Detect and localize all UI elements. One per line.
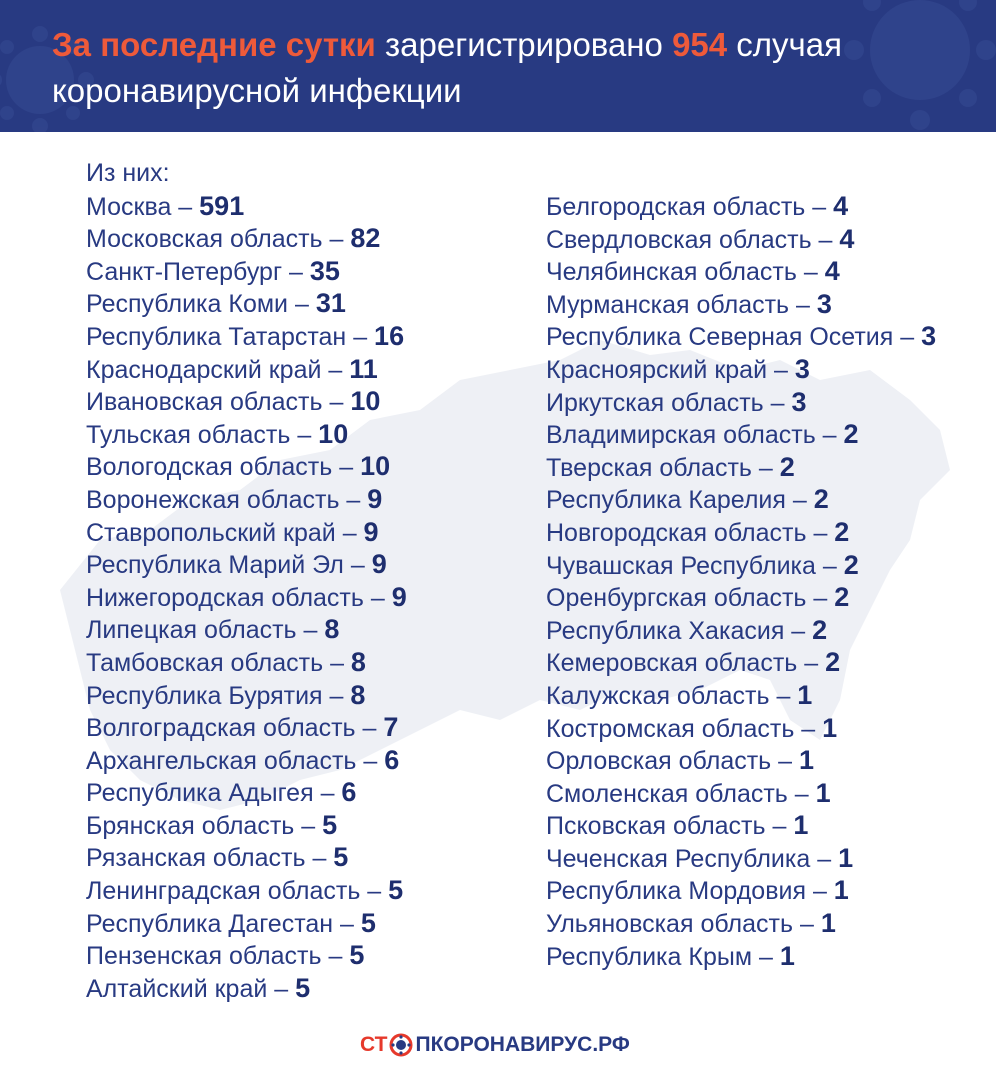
region-row bbox=[86, 972, 407, 1005]
region-name: Рязанская область – bbox=[86, 844, 334, 873]
region-name: Московская область – bbox=[86, 225, 351, 254]
region-row bbox=[546, 288, 936, 321]
region-name: Пензенская область – bbox=[86, 942, 350, 971]
region-row bbox=[86, 516, 407, 549]
region-row bbox=[546, 679, 936, 712]
region-name: Краснодарский край – bbox=[86, 355, 350, 384]
region-name: Кемеровская область – bbox=[546, 649, 826, 678]
region-name: Республика Бурятия – bbox=[86, 681, 351, 710]
region-name: Нижегородская область – bbox=[86, 583, 392, 612]
region-row bbox=[546, 842, 936, 875]
case-count: 1 bbox=[799, 745, 815, 776]
region-name: Республика Северная Осетия – bbox=[546, 323, 922, 352]
region-row bbox=[546, 907, 936, 940]
case-count: 8 bbox=[350, 646, 366, 677]
region-row bbox=[546, 320, 936, 353]
region-name: Республика Марий Эл – bbox=[86, 551, 372, 580]
region-row bbox=[546, 614, 936, 647]
title-line-2: коронавирусной инфекции bbox=[52, 72, 462, 109]
region-row bbox=[86, 483, 407, 516]
case-count: 10 bbox=[318, 418, 349, 449]
region-row bbox=[86, 255, 407, 288]
case-count: 1 bbox=[779, 940, 795, 971]
region-row bbox=[546, 483, 936, 516]
region-row bbox=[546, 386, 936, 419]
region-row bbox=[86, 613, 407, 646]
case-count: 1 bbox=[820, 908, 836, 939]
region-row bbox=[86, 744, 407, 777]
case-count: 3 bbox=[794, 353, 810, 384]
region-name: Брянская область – bbox=[86, 811, 323, 840]
region-row bbox=[86, 190, 407, 223]
region-row bbox=[86, 581, 407, 614]
region-name: Республика Дагестан – bbox=[86, 909, 361, 938]
case-count: 9 bbox=[363, 516, 379, 547]
title-highlight: За последние сутки bbox=[52, 26, 376, 63]
case-count: 2 bbox=[779, 451, 795, 482]
case-count: 2 bbox=[834, 582, 850, 613]
region-name: Ставропольский край – bbox=[86, 518, 364, 547]
case-count: 3 bbox=[791, 386, 807, 417]
case-count: 1 bbox=[815, 777, 831, 808]
regions-list-right bbox=[546, 190, 936, 972]
case-count: 1 bbox=[822, 712, 838, 743]
region-row bbox=[86, 711, 407, 744]
region-name: Вологодская область – bbox=[86, 453, 361, 482]
region-name: Мурманская область – bbox=[546, 290, 817, 319]
case-count: 5 bbox=[388, 875, 404, 906]
region-row bbox=[546, 353, 936, 386]
case-count: 4 bbox=[833, 191, 849, 221]
case-count: 9 bbox=[371, 549, 387, 580]
case-count: 6 bbox=[341, 777, 357, 808]
virus-logo-icon bbox=[388, 1032, 414, 1058]
region-name: Орловская область – bbox=[546, 747, 800, 776]
region-name: Чувашская Республика – bbox=[546, 551, 844, 580]
region-name: Белгородская область – bbox=[546, 193, 834, 221]
region-name: Архангельская область – bbox=[86, 746, 385, 775]
region-row bbox=[86, 646, 407, 679]
region-name: Псковская область – bbox=[546, 812, 794, 841]
region-name: Свердловская область – bbox=[546, 225, 840, 254]
case-count: 4 bbox=[824, 256, 840, 287]
case-count: 9 bbox=[367, 483, 383, 514]
regions-list-left bbox=[86, 157, 407, 1004]
region-name: Республика Татарстан – bbox=[86, 322, 375, 351]
region-name: Республика Хакасия – bbox=[546, 616, 813, 645]
region-name: Костромская область – bbox=[546, 714, 823, 743]
region-name: Тамбовская область – bbox=[86, 648, 351, 677]
region-row bbox=[546, 940, 936, 973]
region-row bbox=[86, 418, 407, 451]
region-name: Волгоградская область – bbox=[86, 714, 384, 743]
case-count: 4 bbox=[839, 223, 855, 254]
region-row bbox=[86, 776, 407, 809]
case-count: 2 bbox=[843, 549, 859, 580]
case-count: 10 bbox=[350, 386, 381, 417]
region-name: Новгородская область – bbox=[546, 518, 835, 547]
region-row bbox=[86, 907, 407, 940]
region-row bbox=[86, 222, 407, 255]
region-row bbox=[546, 549, 936, 582]
title-text: зарегистрировано bbox=[375, 26, 673, 63]
region-row bbox=[546, 581, 936, 614]
case-count: 8 bbox=[324, 614, 340, 645]
case-count: 1 bbox=[838, 842, 854, 873]
logo-text-part1: СТ bbox=[360, 1033, 388, 1056]
region-name: Чеченская Республика – bbox=[546, 844, 839, 873]
case-count: 5 bbox=[295, 972, 311, 1003]
region-name: Тверская область – bbox=[546, 453, 780, 482]
region-name: Челябинская область – bbox=[546, 258, 825, 287]
region-row bbox=[546, 809, 936, 842]
region-name: Республика Адыгея – bbox=[86, 779, 342, 808]
case-count: 2 bbox=[843, 419, 859, 450]
case-count: 5 bbox=[360, 907, 376, 938]
region-name: Липецкая область – bbox=[86, 616, 325, 645]
logo-text-part2: ПКОРОНАВИРУС.РФ bbox=[415, 1033, 630, 1056]
case-count: 2 bbox=[812, 614, 828, 645]
case-count: 35 bbox=[309, 255, 340, 286]
header-banner bbox=[0, 0, 996, 132]
case-count: 5 bbox=[333, 842, 349, 873]
region-row bbox=[86, 353, 407, 386]
case-count: 11 bbox=[349, 353, 378, 384]
region-name: Москва – bbox=[86, 192, 200, 221]
region-row bbox=[546, 516, 936, 549]
region-row bbox=[86, 679, 407, 712]
region-row bbox=[86, 809, 407, 842]
case-count: 2 bbox=[813, 484, 829, 515]
region-name: Воронежская область – bbox=[86, 485, 368, 514]
region-name: Оренбургская область – bbox=[546, 584, 835, 613]
region-row bbox=[86, 874, 407, 907]
region-name: Иркутская область – bbox=[546, 388, 792, 417]
case-count: 1 bbox=[793, 810, 809, 841]
case-count: 5 bbox=[322, 809, 338, 840]
region-row bbox=[546, 646, 936, 679]
region-name: Ленинградская область – bbox=[86, 877, 389, 906]
region-name: Калужская область – bbox=[546, 681, 798, 710]
region-name: Ульяновская область – bbox=[546, 910, 821, 939]
region-row bbox=[546, 190, 936, 223]
region-name: Республика Крым – bbox=[546, 942, 780, 971]
case-count: 2 bbox=[834, 516, 850, 547]
region-row bbox=[546, 874, 936, 907]
case-count: 9 bbox=[391, 581, 407, 612]
case-count: 3 bbox=[816, 288, 832, 319]
region-name: Республика Коми – bbox=[86, 290, 316, 319]
case-count: 2 bbox=[825, 647, 841, 678]
region-name: Республика Мордовия – bbox=[546, 877, 834, 906]
region-row bbox=[86, 450, 407, 483]
region-row bbox=[86, 320, 407, 353]
region-row bbox=[546, 777, 936, 810]
case-count: 3 bbox=[921, 321, 937, 352]
region-name: Республика Карелия – bbox=[546, 486, 814, 515]
case-count: 1 bbox=[833, 875, 849, 906]
region-row bbox=[86, 841, 407, 874]
case-count: 31 bbox=[315, 288, 346, 319]
region-row bbox=[86, 385, 407, 418]
region-name: Владимирская область – bbox=[546, 421, 844, 450]
region-row bbox=[86, 939, 407, 972]
region-row bbox=[86, 287, 407, 320]
title-text: случая bbox=[727, 26, 842, 63]
region-row bbox=[546, 418, 936, 451]
region-row bbox=[546, 451, 936, 484]
region-row bbox=[86, 548, 407, 581]
case-count: 7 bbox=[383, 712, 399, 743]
case-count: 16 bbox=[374, 320, 405, 351]
case-count: 591 bbox=[199, 190, 245, 221]
case-count: 6 bbox=[384, 744, 400, 775]
case-count: 8 bbox=[350, 679, 366, 710]
region-name: Красноярский край – bbox=[546, 355, 795, 384]
region-row bbox=[546, 223, 936, 256]
region-name: Ивановская область – bbox=[86, 388, 351, 417]
case-count: 1 bbox=[797, 679, 813, 710]
page-title bbox=[52, 22, 952, 114]
region-row bbox=[546, 744, 936, 777]
region-row bbox=[546, 255, 936, 288]
intro-label: Из них: bbox=[86, 159, 170, 187]
total-cases-number: 954 bbox=[672, 26, 728, 63]
stopcoronavirus-logo bbox=[360, 1030, 630, 1060]
region-name: Смоленская область – bbox=[546, 779, 816, 808]
case-count: 5 bbox=[349, 940, 365, 971]
region-name: Тульская область – bbox=[86, 420, 319, 449]
region-row bbox=[546, 712, 936, 745]
case-count: 10 bbox=[360, 451, 391, 482]
region-name: Санкт-Петербург – bbox=[86, 257, 310, 286]
region-name: Алтайский край – bbox=[86, 974, 296, 1003]
case-count: 82 bbox=[350, 223, 381, 254]
